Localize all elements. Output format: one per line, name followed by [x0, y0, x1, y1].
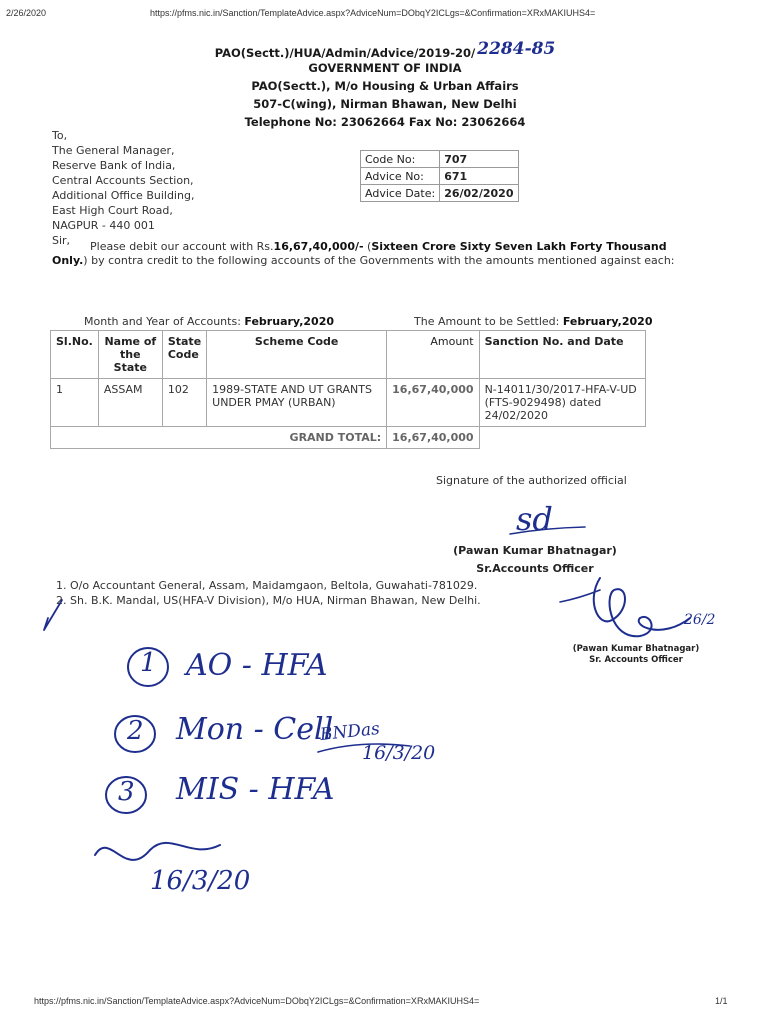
addressee-line: East High Court Road, — [52, 204, 173, 217]
addressee-line: Central Accounts Section, — [52, 174, 194, 187]
handwritten-initials: BNDas — [319, 718, 381, 746]
cell-scheme-code: 1989-STATE AND UT GRANTS UNDER PMAY (URBAN) — [207, 379, 387, 427]
print-date: 2/26/2020 — [6, 8, 47, 18]
reference-prefix: PAO(Sectt.)/HUA/Admin/Advice/2019-20/ — [214, 46, 476, 60]
advice-label: Advice No: — [361, 168, 440, 185]
grand-total-label: GRAND TOTAL: — [51, 427, 387, 449]
salutation: Sir, — [52, 234, 71, 247]
debit-amount: 16,67,40,000/- — [273, 240, 364, 253]
handwritten-sign-date: 26/2 — [684, 612, 716, 628]
stamp-designation: Sr. Accounts Officer — [589, 655, 683, 665]
handwritten-date-initials: 16/3/20 — [150, 866, 251, 896]
header-scheme-code: Scheme Code — [207, 331, 387, 379]
copy-to-item: 1. O/o Accountant General, Assam, Maidamgaon, Beltola, Guwahati-781029. — [56, 579, 478, 592]
handwritten-date-cell: 16/3/20 — [362, 742, 436, 764]
cell-state-name: ASSAM — [98, 379, 162, 427]
header-state-code: State Code — [162, 331, 206, 379]
handwritten-number-1: 1 — [140, 648, 157, 678]
signature-sd: sd — [516, 500, 553, 538]
handwritten-mon-cell: Mon - Cell — [176, 712, 334, 747]
header-state-name: Name of the State — [98, 331, 162, 379]
cell-amount: 16,67,40,000 — [387, 379, 479, 427]
sd-underline — [510, 527, 585, 534]
copy-to-item: 2. Sh. B.K. Mandal, US(HFA-V Division), M/o HUA, Nirman Bhawan, New Delhi. — [56, 594, 481, 607]
handwritten-mis-hfa: MIS - HFA — [176, 772, 335, 807]
advice-value: 671 — [440, 168, 519, 185]
pen-tick-mark — [44, 600, 62, 630]
addressee-line: Reserve Bank of India, — [52, 159, 176, 172]
header-sl-no: Sl.No. — [51, 331, 99, 379]
addressee-line: The General Manager, — [52, 144, 175, 157]
signatory-designation: Sr.Accounts Officer — [476, 562, 594, 575]
addressee-line: NAGPUR - 440 001 — [52, 219, 155, 232]
letterhead-government: GOVERNMENT OF INDIA — [308, 61, 462, 75]
letterhead-address: 507-C(wing), Nirman Bhawan, New Delhi — [253, 97, 517, 111]
stamp-name: (Pawan Kumar Bhatnagar) — [572, 644, 700, 654]
letterhead-office: PAO(Sectt.), M/o Housing & Urban Affairs — [251, 79, 519, 93]
header-sanction: Sanction No. and Date — [479, 331, 645, 379]
print-url-bottom: https://pfms.nic.in/Sanction/TemplateAdvice.aspx?AdviceNum=DObqY2ICLgs=&Confirmation=XRxMAKIUHS4= — [34, 996, 480, 1006]
addressee-to: To, — [52, 129, 68, 142]
letterhead-telephone: Telephone No: 23062664 Fax No: 23062664 — [244, 115, 526, 129]
cell-sl-no: 1 — [51, 379, 99, 427]
cell-sanction: N-14011/30/2017-HFA-V-UD (FTS-9029498) dated 24/02/2020 — [479, 379, 645, 427]
officer-signature-scribble — [594, 578, 690, 636]
handwritten-number-2: 2 — [127, 716, 144, 746]
initials-scribble — [95, 843, 220, 860]
cell-state-code: 102 — [162, 379, 206, 427]
date-value: 26/02/2020 — [440, 185, 519, 202]
code-value: 707 — [440, 151, 519, 168]
code-label: Code No: — [361, 151, 440, 168]
month-of-accounts: Month and Year of Accounts: February,2020 — [84, 315, 335, 328]
amount-in-words: Sixteen Crore Sixty Seven Lakh Forty Thousand Only. — [52, 240, 667, 267]
debit-paragraph: Please debit our account with Rs.16,67,40,000/- (Sixteen Crore Sixty Seven Lakh Forty Thousand Only.) by contra credit to the following accounts of the Governments with the amounts mentioned against each: — [52, 240, 675, 267]
reference-handwritten: 2284-85 — [477, 39, 556, 59]
amount-settled-period: The Amount to be Settled: February,2020 — [414, 315, 653, 328]
print-page-number: 1/1 — [715, 996, 728, 1006]
header-amount: Amount — [387, 331, 479, 379]
handwritten-number-3: 3 — [118, 777, 135, 807]
addressee-line: Additional Office Building, — [52, 189, 195, 202]
grand-total-value: 16,67,40,000 — [387, 427, 479, 449]
signatory-name: (Pawan Kumar Bhatnagar) — [453, 544, 617, 557]
signature-caption: Signature of the authorized official — [436, 474, 627, 487]
handwritten-ao-hfa: AO - HFA — [186, 648, 328, 683]
date-label: Advice Date: — [361, 185, 440, 202]
print-url-top: https://pfms.nic.in/Sanction/TemplateAdvice.aspx?AdviceNum=DObqY2ICLgs=&Confirmation=XRxMAKIUHS4= — [150, 8, 596, 18]
